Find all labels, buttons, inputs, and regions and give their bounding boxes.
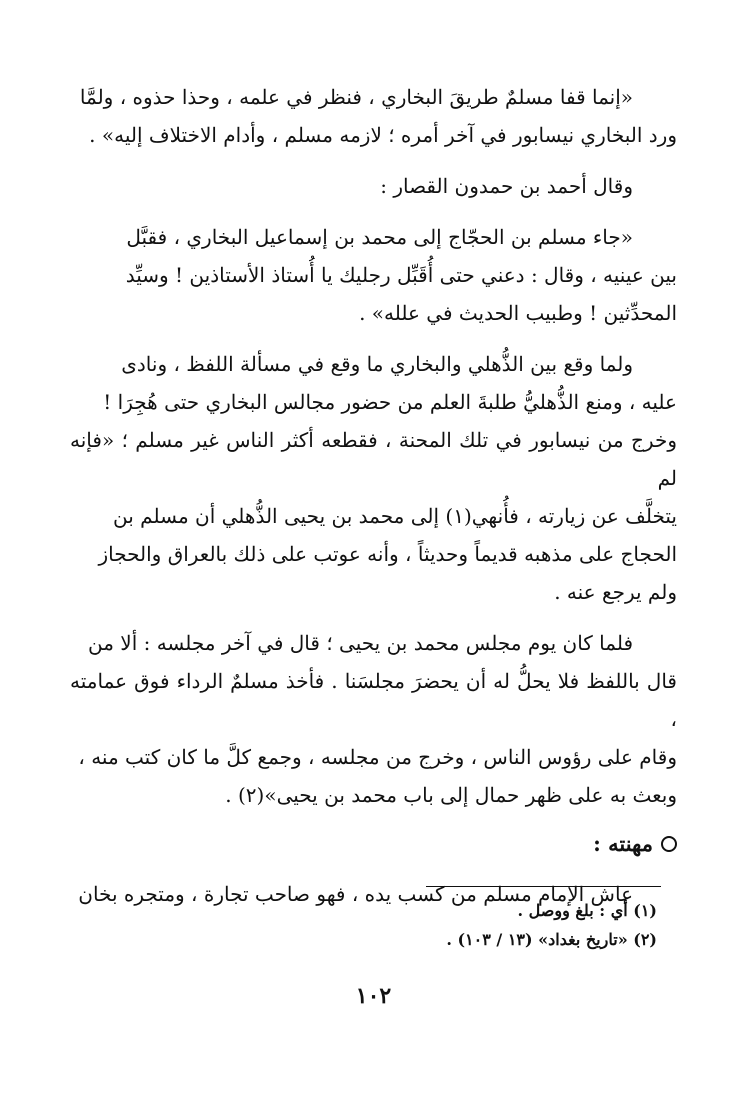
footnotes bbox=[257, 896, 657, 954]
circle-bullet-icon bbox=[661, 836, 677, 852]
page-number: ١٠٢ bbox=[355, 983, 392, 1009]
section-heading-profession bbox=[70, 827, 677, 861]
paragraph-profession: عاش الإمام مسلم من كسب يده ، فهو صاحب تجارة ، ومتجره بخان bbox=[78, 882, 633, 906]
footnote-1: (١) أي : بلغ ووصل . bbox=[517, 901, 657, 920]
page-body bbox=[70, 78, 677, 926]
paragraph-ahmad-qassar-intro: وقال أحمد بن حمدون القصار : bbox=[380, 174, 633, 198]
paragraph-quote-muslim-visit: «جاء مسلم بن الحجّاج إلى محمد بن إسماعيل البخاري ، فقبَّل بين عينيه ، وقال : دعني حتى أُقَبِّل رجليك يا أُستاذ الأستاذين ! وسيِّد المحدِّثين ! وطبيب الحديث في علله» . bbox=[125, 225, 677, 325]
paragraph-quote-bukhari-path: «إنما قفا مسلمٌ طريقَ البخاري ، فنظر في علمه ، وحذا حذوه ، ولمَّا ورد البخاري نيسابور في آخر أمره ؛ لازمه مسلم ، وأدام الاختلاف إليه» . bbox=[79, 85, 677, 147]
footnote-divider bbox=[426, 886, 661, 887]
paragraph-majlis-event: فلما كان يوم مجلس محمد بن يحيى ؛ قال في آخر مجلسه : ألا من قال باللفظ فلا يحلُّ له أن يحضرَ مجلسَنا . فأخذ مسلمٌ الرداء فوق عمامته ، وقام على رؤوس الناس ، وخرج من مجلسه ، وجمع كلَّ ما كان كتب منه ، وبعث به على ظهر حمال إلى باب محمد بن يحيى»(٢) . bbox=[70, 631, 677, 807]
paragraph-dhuhli-dispute: ولما وقع بين الذُّهلي والبخاري ما وقع في مسألة اللفظ ، ونادى عليه ، ومنع الذُّهليُّ طلبةَ العلم من حضور مجالس البخاري حتى هُجِرَا ! وخرج من نيسابور في تلك المحنة ، فقطعه أكثر الناس غير مسلم ؛ «فإنه لم يتخلَّف عن زيارته ، فأُنهي(١) إلى محمد بن يحيى الذُّهلي أن مسلم بن الحجاج على مذهبه قديماً وحديثاً ، وأنه عوتب على ذلك بالعراق والحجاز ولم يرجع عنه . bbox=[70, 352, 677, 604]
section-heading-text: مهنته : bbox=[593, 831, 653, 856]
footnote-2: (٢) «تاريخ بغداد» (١٣ / ١٠٣) . bbox=[446, 930, 657, 949]
